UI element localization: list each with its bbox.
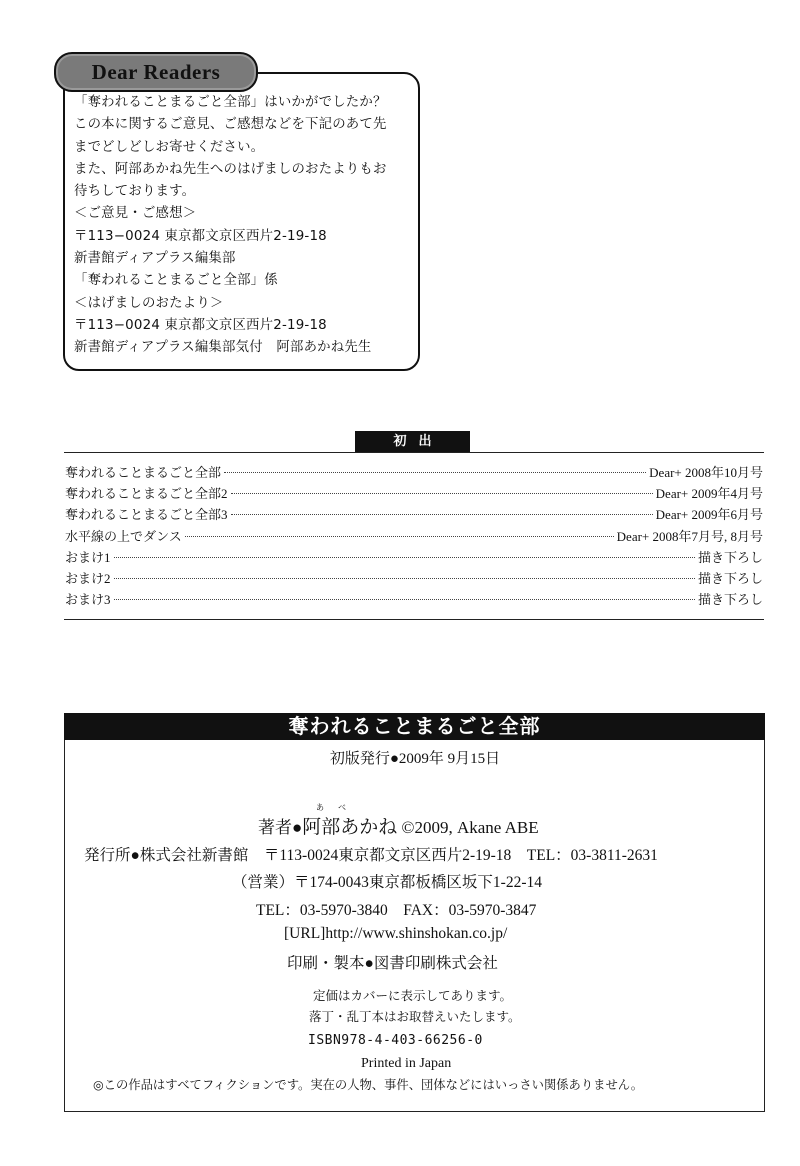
copyright: ©2009, Akane ABE: [401, 818, 539, 837]
list-item: [65, 483, 763, 504]
colophon-title: 奪われることまるごと全部: [64, 713, 765, 740]
list-item: [65, 504, 763, 525]
sales-office-line: （営業）〒174-0043東京都板橋区坂下1-22-14: [232, 874, 542, 891]
divider: [64, 619, 764, 620]
dear-readers-tab: Dear Readers: [54, 52, 258, 92]
dear-readers-text: [74, 92, 387, 360]
readers-line: 新書館ディアプラス編集部気付 阿部あかね先生: [74, 340, 372, 356]
readers-line: までどしどしお寄せください。: [74, 139, 265, 155]
list-item: [65, 589, 763, 610]
first-appearance-list: [65, 462, 763, 610]
work-source: Dear+ 2008年7月号, 8月号: [616, 528, 763, 544]
work-title: 奪われることまるごと全部2: [65, 486, 228, 502]
work-source: 描き下ろし: [697, 549, 763, 565]
readers-line: 〒113−0024 東京都文京区西片2-19-18: [74, 228, 327, 244]
readers-line: ＜ご意見・ご感想＞: [74, 206, 197, 222]
work-title: 奪われることまるごと全部: [65, 465, 222, 480]
first-appearance-heading: 初出: [355, 431, 470, 452]
leader-dots: [231, 493, 653, 494]
leader-dots: [185, 536, 614, 537]
printing-line: 印刷・製本●図書印刷株式会社: [287, 955, 498, 972]
leader-dots: [114, 557, 695, 558]
readers-line: ＜はげましのおたより＞: [74, 295, 224, 311]
author-line: [258, 812, 539, 839]
divider: [64, 452, 764, 453]
author-name: 阿部あかね: [302, 817, 398, 838]
work-source: Dear+ 2008年10月号: [649, 465, 763, 480]
work-title: おまけ1: [65, 549, 111, 565]
readers-line: 「奪われることまるごと全部」はいかがでしたか？: [74, 95, 387, 110]
list-item: [65, 547, 763, 568]
replacement-note: 落丁・乱丁本はお取替えいたします。: [309, 1009, 521, 1024]
author-ruby: あべ: [316, 803, 360, 812]
list-item: [65, 568, 763, 589]
printed-in: Printed in Japan: [361, 1056, 452, 1071]
work-source: Dear+ 2009年4月号: [655, 486, 763, 502]
price-note: 定価はカバーに表示してあります。: [313, 988, 513, 1003]
isbn: ISBN978-4-403-66256-0: [308, 1033, 483, 1048]
leader-dots: [114, 578, 695, 579]
list-item: [65, 526, 763, 547]
work-source: Dear+ 2009年6月号: [655, 507, 763, 523]
leader-dots: [224, 472, 646, 473]
readers-line: 〒113−0024 東京都文京区西片2-19-18: [74, 317, 327, 333]
leader-dots: [114, 599, 695, 600]
work-title: おまけ2: [65, 570, 111, 586]
leader-dots: [231, 514, 653, 515]
readers-line: 「奪われることまるごと全部」係: [74, 273, 278, 289]
work-title: 水平線の上でダンス: [65, 528, 182, 544]
readers-line: また、阿部あかね先生へのはげましのおたよりもお: [74, 161, 387, 177]
list-item: [65, 462, 763, 483]
tel-fax-line: TEL：03-5970-3840 FAX：03-5970-3847: [256, 902, 537, 919]
work-source: 描き下ろし: [697, 570, 763, 586]
readers-line: 待ちしております。: [74, 184, 196, 200]
publisher-line: 発行所●株式会社新書館 〒113-0024東京都文京区西片2-19-18 TEL：03-3811-2631: [84, 847, 658, 864]
url-line: [URL]http://www.shinshokan.co.jp/: [284, 925, 508, 942]
work-title: おまけ3: [65, 592, 111, 608]
fiction-disclaimer: ◎この作品はすべてフィクションです。実在の人物、事件、団体などにはいっさい関係ありません。: [93, 1078, 644, 1092]
first-edition-date: 初版発行●2009年 9月15日: [329, 751, 501, 767]
author-label: 著者●: [258, 818, 303, 837]
work-title: 奪われることまるごと全部3: [65, 507, 228, 523]
readers-line: この本に関するご意見、ご感想などを下記のあて先: [74, 117, 387, 133]
work-source: 描き下ろし: [697, 592, 763, 608]
readers-line: 新書館ディアプラス編集部: [74, 251, 236, 267]
